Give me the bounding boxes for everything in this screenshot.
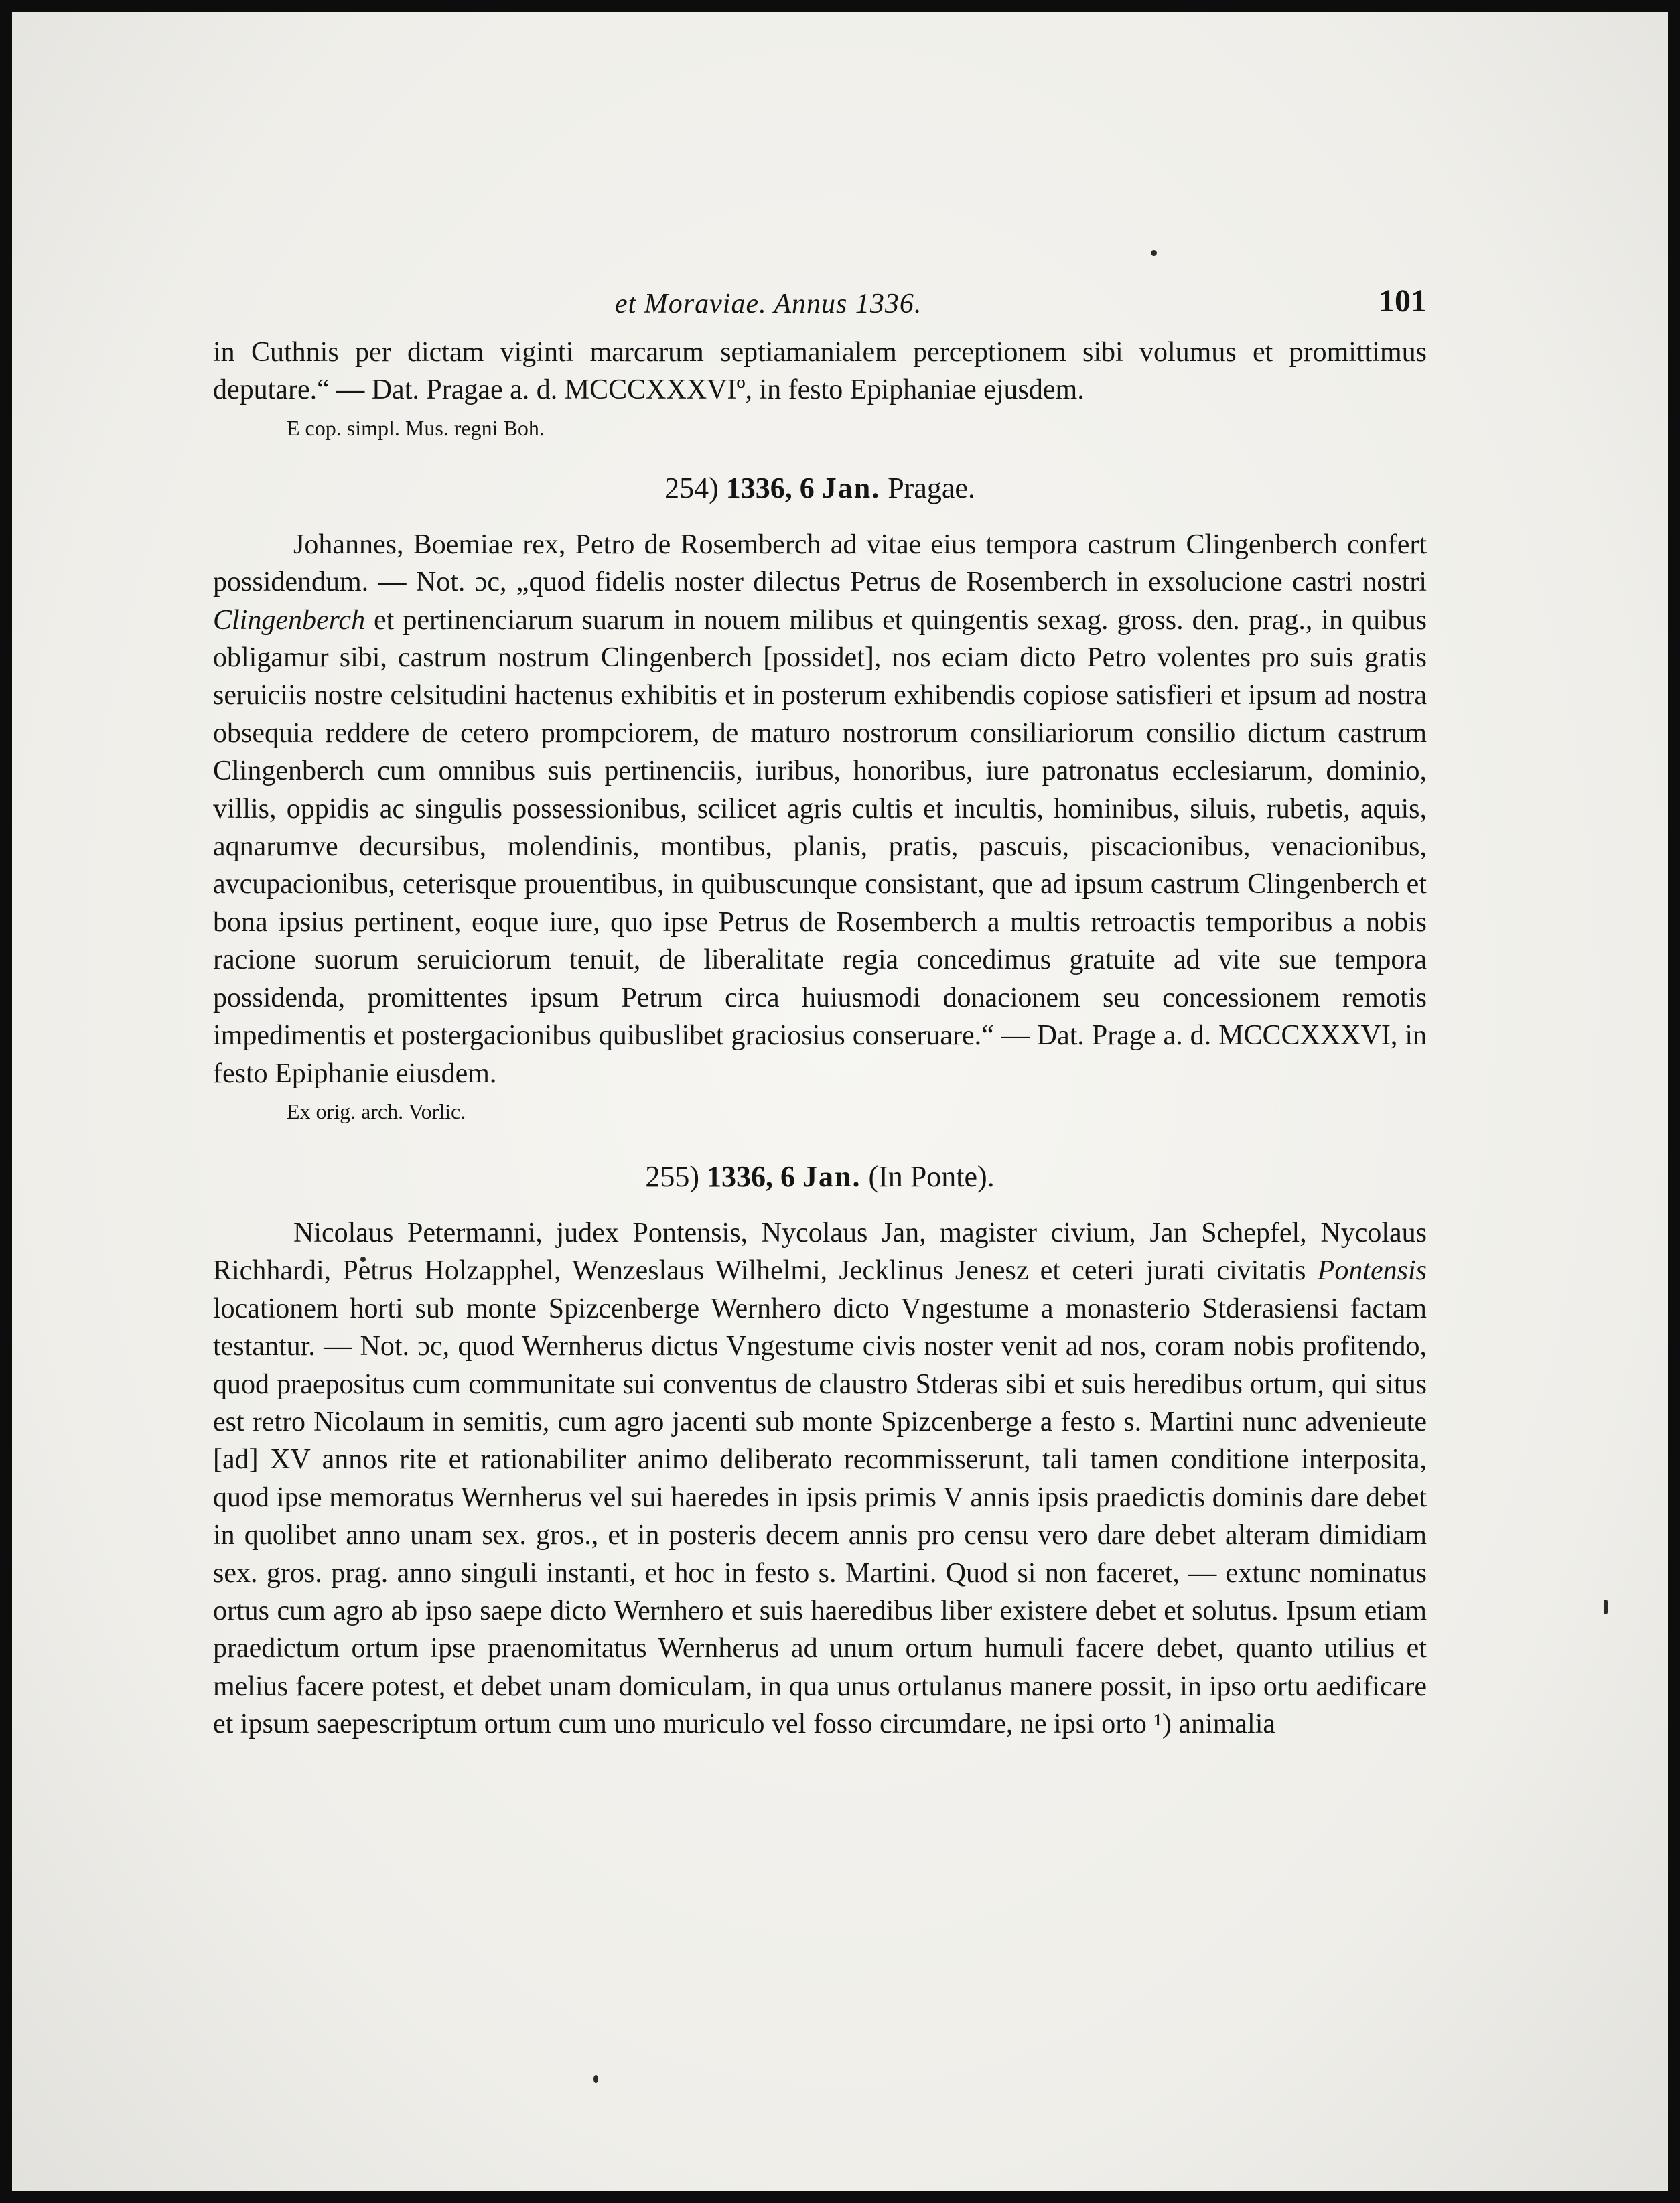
entry-month: Jan. bbox=[821, 471, 881, 504]
entry-number: 254) bbox=[664, 471, 719, 504]
page-number: 101 bbox=[1379, 283, 1427, 319]
entry-text-part: locationem horti sub monte Spizcenberge Wernhero dicto Vngestume a monasterio Stderasiensi factam testantur. — Not. ɔc, quod Wernherus dictus Vngestume civis noster venit ad nos, coram nobis profitendo, quod praepositus cum communitate sui conventus de claustro Stderas sibi et suis heredibus ortum, qui situs est retro Nicolaum in semitis, cum agro jacenti sub monte Spizcenberge a festo s. Martini nunc advenieute [ad] XV annos rite et rationabiliter animo deliberato recommisserunt, tali tamen conditione interposita, quod ipse memoratus Wernherus vel sui haeredes in ipsis primis V annis ipsis praedictis dominis dare debet in quolibet anno unam sex. gros., et in posteris decem annis pro censu vero dare debet alteram dimidiam sex. gros. prag. anno singuli instanti, et hoc in festo s. Martini. Quod si non faceret, — extunc nominatus ortus cum agro ab ipso saepe dicto Wernhero et suis haeredibus liber existere debet et solutus. Ipsum etiam praedictum ortum ipse praenomitatus Wernherus ad unum ortum humuli facere debet, quanto utilius et melius facere potest, et debet unam domiculam, in qua unus ortulanus manere possit, in ipso ortu aedificare et ipsum saepescriptum ortum cum uno muriculo vel fosso circumdare, ne ipsi orto ¹) animalia bbox=[213, 1293, 1427, 1740]
entry-day: 6 bbox=[799, 471, 815, 504]
entry-month: Jan. bbox=[802, 1159, 861, 1193]
continuation-paragraph: in Cuthnis per dictam viginti marcarum septiamanialem perceptionem sibi volumus et promittimus deputare.“ — Dat. Pragae a. d. MCCCXXXVIº, in festo Epiphaniae ejusdem. bbox=[213, 337, 1427, 406]
entry-255-text bbox=[213, 1214, 1427, 1744]
entry-heading-254 bbox=[213, 470, 1427, 507]
entry-heading-255 bbox=[213, 1158, 1427, 1196]
speck bbox=[1151, 250, 1157, 256]
entry-number: 255) bbox=[645, 1159, 699, 1193]
document-page bbox=[12, 12, 1668, 2191]
speck bbox=[593, 2075, 598, 2083]
entry-text-part: Nicolaus Petermanni, judex Pontensis, Nycolaus Jan, magister civium, Jan Schepfel, Nycolaus Richhardi, Petrus Holzapphel, Wenzeslaus Wilhelmi, Jecklinus Jenesz et ceteri jurati civitatis bbox=[213, 1217, 1427, 1287]
entry-year: 1336, bbox=[706, 1159, 773, 1193]
entry-year: 1336, bbox=[725, 471, 792, 504]
continuation-source: E cop. simpl. Mus. regni Boh. bbox=[287, 415, 545, 440]
entry-text-part: Johannes, Boemiae rex, Petro de Rosemberch ad vitae eius tempora castrum Clingenberch confert possidendum. — Not. ɔc, „quod fidelis noster dilectus Petrus de Rosemberch in exsolucione castri nostri bbox=[213, 528, 1427, 598]
entry-text-italic: Clingenberch bbox=[213, 604, 366, 636]
entry-place: (In Ponte). bbox=[868, 1159, 995, 1193]
entry-place: Pragae. bbox=[888, 471, 975, 504]
entry-text-part: et pertinenciarum suarum in nouem milibus et quingentis sexag. gross. den. prag., in quibus obligamur sibi, castrum nostrum Clingenberch [possidet], nos eciam dicto Petro volentes pro suis gratis seruiciis nostre celsitudini hactenus exhibitis et in posterum exhibendis copiose satisfieri et ipsum ad nostra obsequia reddere de cetero prompciorem, de maturo nostrorum consiliariorum consilio dictum castrum Clingenberch cum omnibus suis pertinenciis, iuribus, honoribus, iure patronatus ecclesiarum, dominio, villis, oppidis ac singulis possessionibus, scilicet agris cultis et incultis, hominibus, siluis, rubetis, aquis, aqnarumve decursibus, molendinis, montibus, planis, pratis, pascuis, piscacionibus, venacionibus, avcupacionibus, ceterisque prouentibus, in quibuscunque consistant, que ad ipsum castrum Clingenberch et bona ipsius pertinent, eoque iure, quo ipse Petrus de Rosemberch a multis retroactis temporibus a nobis racione suorum seruiciorum tenuit, de liberalitate regia concedimus gratuite ad vite sue tempora possidenda, promittentes ipsum Petrum circa huiusmodi donacionem seu concessionem remotis impedimentis et postergacionibus quibuslibet graciosius conseruare.“ — Dat. Prage a. d. MCCCXXXVI, in festo Epiphanie eiusdem. bbox=[213, 604, 1427, 1089]
running-head bbox=[213, 280, 1427, 334]
running-head-title: et Moraviae. Annus 1336. bbox=[615, 289, 922, 319]
entry-day: 6 bbox=[780, 1159, 795, 1193]
speck bbox=[1604, 1600, 1608, 1614]
entry-text-italic: Pontensis bbox=[1317, 1255, 1427, 1287]
entry-254-source: Ex orig. arch. Vorlic. bbox=[287, 1098, 466, 1123]
text-block bbox=[213, 280, 1427, 1744]
entry-254-text bbox=[213, 526, 1427, 1092]
